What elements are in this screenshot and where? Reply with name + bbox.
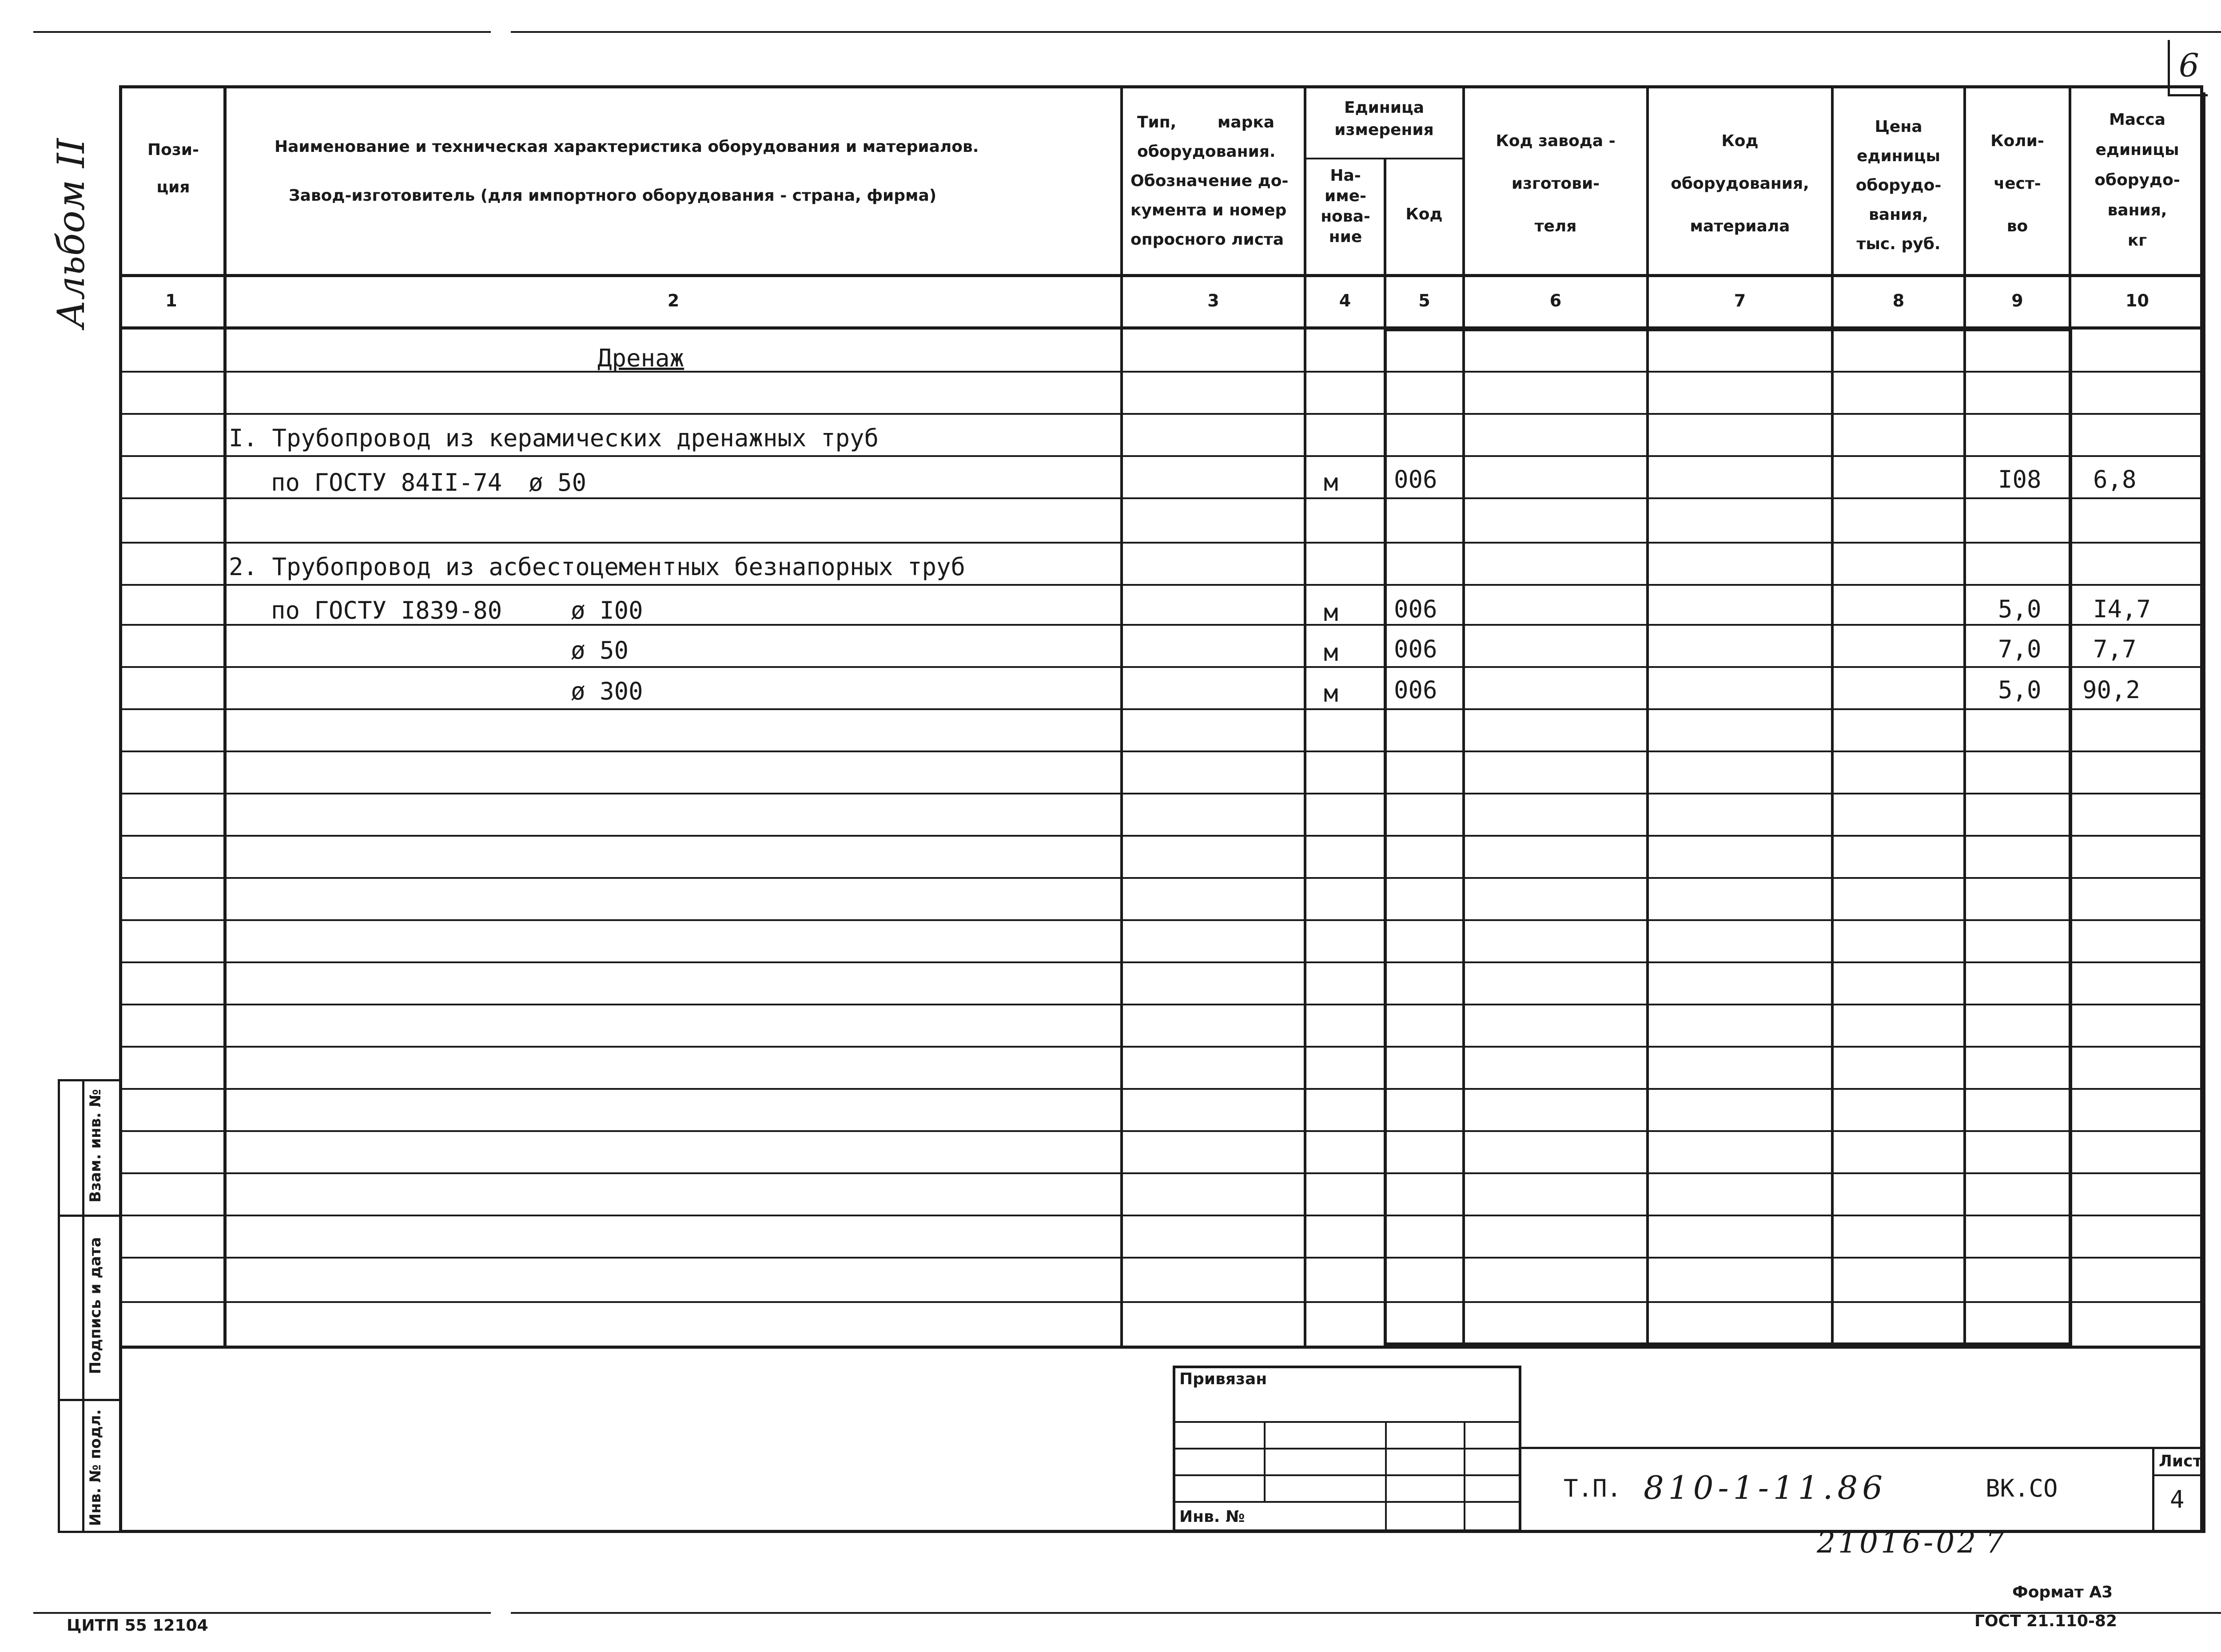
header-factory-code: Код завода - изготови- теля	[1496, 132, 1616, 235]
sheet-box-divider	[2152, 1474, 2205, 1476]
col-line-1	[223, 85, 227, 1349]
colnum-8: 8	[1892, 291, 1905, 310]
item1-mass: 6,8	[2093, 465, 2137, 493]
item2b-qty: 7,0	[1998, 635, 2042, 663]
header-equipment-code: Код оборудования, материала	[1671, 132, 1809, 235]
archive-suffix: 7	[1986, 1525, 2004, 1560]
colnum-7: 7	[1734, 291, 1746, 310]
colnum-2: 2	[667, 291, 680, 310]
inv-no-label: Инв. №	[1179, 1508, 1245, 1526]
header-unit-name: На- име- нова- ние	[1321, 167, 1370, 246]
archive-number: 21016-02	[1817, 1525, 1979, 1560]
doc-code-top-line	[1521, 1447, 2205, 1449]
header-price: Цена единицы оборудо- вания, тыс. руб.	[1855, 118, 1942, 253]
privyazan-col3	[1464, 1421, 1465, 1532]
footer-rule-left	[33, 1612, 491, 1614]
item2-line2: по ГОСТУ I839-80	[271, 596, 502, 624]
privyazan-row1	[1173, 1421, 1521, 1423]
item2c-mass: 90,2	[2082, 676, 2141, 704]
gost-label: ГОСТ 21.110-82	[1974, 1612, 2118, 1630]
top-rule-right	[511, 31, 2221, 33]
colnum-10: 10	[2125, 291, 2149, 310]
header-unit-code: Код	[1405, 205, 1443, 223]
item1-unit: м	[1324, 469, 1338, 496]
format-label: Формат А3	[2012, 1583, 2113, 1601]
colnum-3: 3	[1207, 291, 1219, 310]
header-name-line2: Завод-изготовитель (для импортного оборудования - страна, фирма)	[289, 187, 937, 205]
colnum-1: 1	[165, 291, 177, 310]
side-label-inv-podl: Инв. № подл.	[87, 1409, 104, 1526]
colnum-9: 9	[2011, 291, 2023, 310]
corner-number: 6	[2179, 47, 2199, 84]
side-label-podpis: Подпись и дата	[87, 1237, 104, 1374]
privyazan-col2	[1385, 1421, 1387, 1532]
header-unit-group: Единица измерения	[1334, 99, 1434, 139]
item2c-diameter: ø 300	[571, 677, 643, 705]
item2c-qty: 5,0	[1998, 676, 2042, 704]
data-frame	[1384, 328, 2072, 1346]
item2-line1: 2. Трубопровод из асбестоцементных безнапорных труб	[229, 553, 966, 581]
item2a-unit: м	[1324, 599, 1338, 627]
item2b-mass: 7,7	[2093, 635, 2137, 663]
printer-label: ЦИТП 55 12104	[67, 1616, 208, 1635]
item1-line2: по ГОСТУ 84II-74	[271, 469, 502, 496]
col-line-3	[1304, 85, 1306, 1349]
item2a-mass: I4,7	[2093, 595, 2151, 623]
colnum-5: 5	[1418, 291, 1430, 310]
side-label-vzam: Взам. инв. №	[87, 1089, 104, 1203]
privyazan-col1	[1264, 1421, 1266, 1501]
item1-code: 006	[1394, 465, 1437, 493]
sheet-label: Лист	[2159, 1452, 2202, 1470]
sheet-number: 4	[2170, 1485, 2185, 1513]
item2a-diameter: ø I00	[571, 596, 643, 624]
header-position: Пози- ция	[147, 141, 199, 196]
doc-mark: ВК.СО	[1986, 1474, 2058, 1502]
item2b-diameter: ø 50	[571, 636, 629, 664]
header-mass: Масса единицы оборудо- вания, кг	[2094, 111, 2180, 250]
header-name-line1: Наименование и техническая характеристика оборудования и материалов.	[275, 138, 979, 156]
album-label: Альбом II	[49, 138, 93, 328]
doc-code-hand: 810-1-11.86	[1644, 1469, 1887, 1506]
top-rule-left	[33, 31, 491, 33]
item2c-code: 006	[1394, 676, 1437, 704]
item2b-code: 006	[1394, 635, 1437, 663]
item1-qty: I08	[1998, 465, 2042, 493]
item1-diameter: ø 50	[529, 469, 587, 496]
item1-line1: I. Трубопровод из керамических дренажных труб	[229, 424, 879, 452]
table-bottom-line	[119, 1346, 2205, 1349]
footer-rule-right	[511, 1612, 2221, 1614]
colnum-6: 6	[1549, 291, 1562, 310]
privyazan-label: Привязан	[1179, 1370, 1267, 1388]
frame-top-right	[2203, 92, 2205, 1533]
item2a-code: 006	[1394, 595, 1437, 623]
item2c-unit: м	[1324, 679, 1338, 707]
colnum-4: 4	[1339, 291, 1351, 310]
data-frame-top	[1384, 328, 2072, 331]
item2b-unit: м	[1324, 639, 1338, 667]
header-quantity: Коли- чест- во	[1990, 132, 2044, 235]
privyazan-row4	[1173, 1501, 1521, 1503]
doc-code-prefix: Т.П.	[1564, 1474, 1622, 1502]
section-title: Дренаж	[597, 344, 685, 372]
header-type: Тип, марка оборудования. Обозначение до- кумента и номер опросного листа	[1130, 113, 1289, 249]
col-line-2	[1120, 85, 1123, 1349]
side-stamp-inner-line	[82, 1079, 84, 1533]
header-bottom-line	[119, 274, 2205, 277]
item2a-qty: 5,0	[1998, 595, 2042, 623]
privyazan-row2	[1173, 1448, 1521, 1449]
privyazan-row3	[1173, 1474, 1521, 1476]
